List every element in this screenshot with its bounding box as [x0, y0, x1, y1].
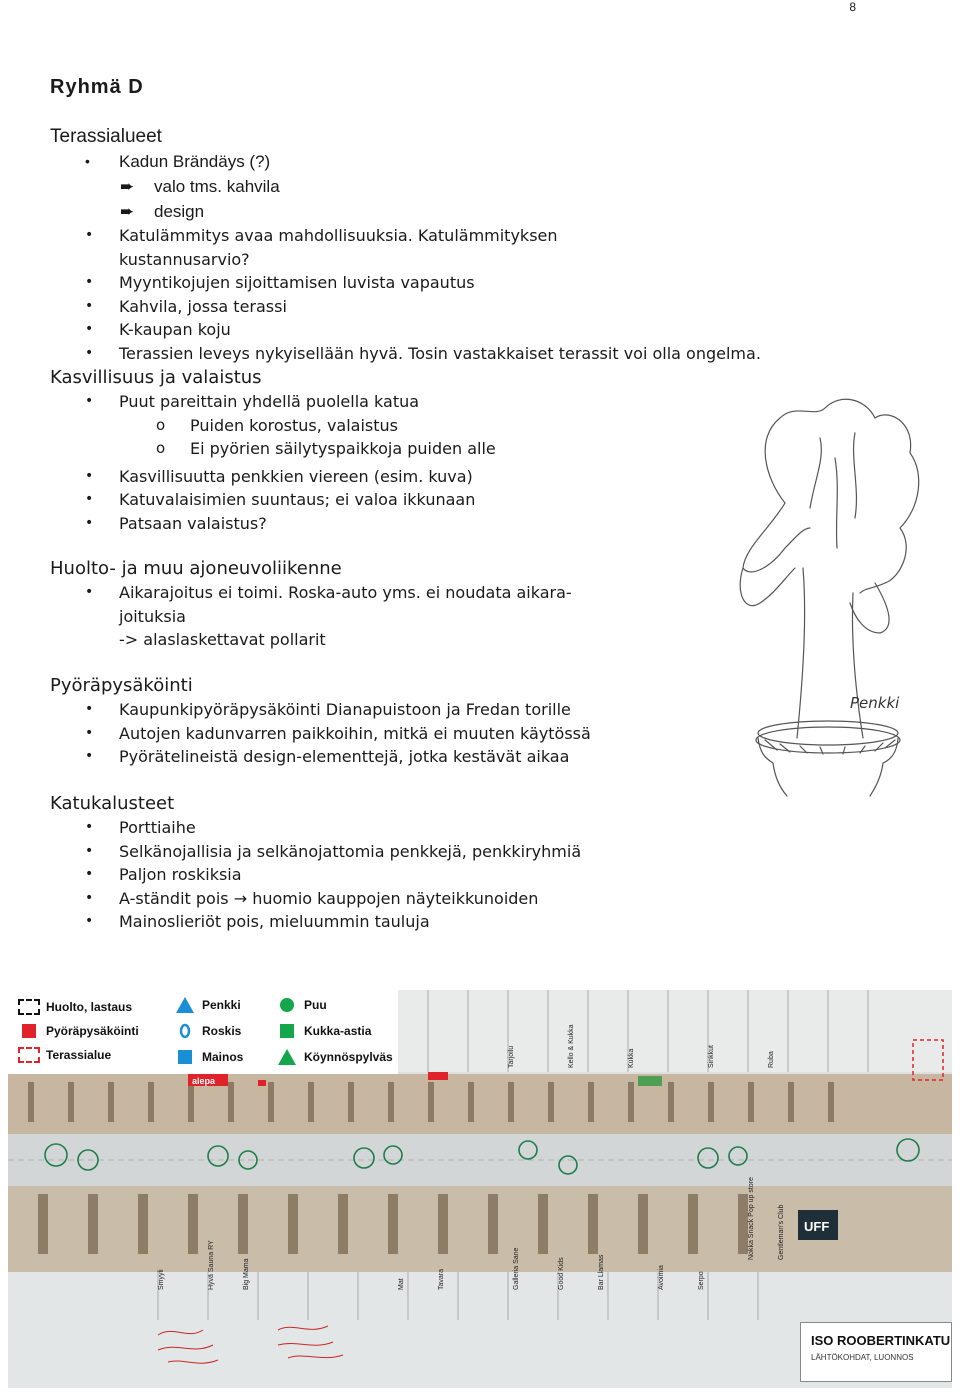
map-label: Good Kids: [558, 1257, 565, 1290]
map-store-tag: alepa: [192, 1076, 216, 1086]
list-item: • Autojen kadunvarren paikkoihin, mitkä ei muuten käytössä: [50, 722, 690, 746]
legend-item-puu: [276, 996, 327, 1014]
map-title-block: [800, 1322, 952, 1382]
list-item: • Aikarajoitus ei toimi. Roska-auto yms. ei noudata aikara-: [50, 581, 690, 605]
dashed-box-icon: [18, 998, 40, 1016]
list-item: • Terassien leveys nykyisellään hyvä. Tosin vastakkaiset terassit voi olla ongelma.: [50, 342, 690, 366]
arrow-right-icon: →: [233, 888, 248, 908]
section-heading: Pyöräpysäköinti: [50, 675, 193, 696]
blue-ring-icon: [174, 1022, 196, 1040]
list-item: • Katuvalaisimien suuntaus; ei valoa ikkunaan: [50, 488, 690, 512]
list-item: • Kaupunkipyöräpysäköinti Dianapuistoon ja Fredan torille: [50, 698, 690, 722]
map-label: Ruba: [768, 1051, 775, 1068]
list-item: o Puiden korostus, valaistus: [50, 414, 690, 438]
legend-item-kasvi: [276, 1048, 393, 1066]
list-item: • Kahvila, jossa terassi: [50, 295, 690, 319]
red-dashed-box-icon: [18, 1046, 40, 1064]
map-label: Nokka Snack Pop up store: [748, 1177, 755, 1260]
map-store-tag: UFF: [804, 1219, 830, 1234]
list-item: • Myyntikojujen sijoittamisen luvista vapautus: [50, 271, 690, 295]
list-item: • K-kaupan koju: [50, 318, 690, 342]
section-heading: Katukalusteet: [50, 793, 175, 814]
list-item: • Porttiaihe: [50, 816, 690, 840]
map-label: Mat: [398, 1278, 405, 1290]
legend-item-roskis: [174, 1022, 241, 1040]
green-triangle-icon: [276, 1048, 298, 1066]
legend-label: Puu: [304, 998, 327, 1012]
map-label: Galleria Sane: [513, 1247, 520, 1290]
blue-square-icon: [174, 1048, 196, 1066]
section-heading: Huolto- ja muu ajoneuvoliikenne: [50, 558, 342, 579]
legend-label: Mainos: [202, 1050, 244, 1064]
list-item: • Mainoslieriöt pois, mieluummin tauluja: [50, 910, 690, 934]
tree-sketch-drawing: [725, 378, 950, 798]
list-item: • Paljon roskiksia: [50, 863, 690, 887]
list-item: • Kadun Brändäys (?): [50, 149, 690, 174]
bench-tree-sketch: [725, 378, 950, 798]
legend-item-pyora: [18, 1022, 139, 1040]
list-item: • Kasvillisuutta penkkien viereen (esim. kuva): [50, 465, 690, 489]
legend-item-kukka: [276, 1022, 371, 1040]
legend-item-terassi: [18, 1046, 111, 1064]
section-katukalusteet: [50, 792, 690, 934]
legend-label: Köynnöspylväs: [304, 1050, 393, 1064]
legend-label: Terassialue: [46, 1048, 112, 1062]
map-legend: [8, 990, 398, 1074]
section-heading: Terassialueet: [50, 126, 162, 147]
page-number: 8: [849, 0, 856, 14]
map-label: Bar Llamas: [598, 1254, 605, 1290]
list-item: ➨ valo tms. kahvila: [50, 174, 690, 199]
legend-label: Huolto, lastaus: [46, 1000, 133, 1014]
list-item: • Patsaan valaistus?: [50, 512, 690, 536]
list-item-continued: -> alaslaskettavat pollarit: [119, 630, 326, 649]
map-label: Big Mama: [243, 1258, 250, 1290]
map-title: ISO ROOBERTINKATU: [811, 1333, 951, 1348]
sketch-label: Penkki: [850, 694, 900, 712]
green-square-icon: [276, 1022, 298, 1040]
map-label: Serpo: [698, 1271, 705, 1290]
list-item-continued: joituksia: [119, 606, 186, 626]
section-pyorapysakointi: [50, 674, 690, 769]
legend-label: Penkki: [202, 998, 241, 1012]
list-item: [50, 887, 690, 911]
section-terassialueet: [50, 124, 761, 365]
map-subtitle: LÄHTÖKOHDAT, LUONNOS: [811, 1353, 914, 1362]
list-item-text: A-ständit pois: [119, 888, 229, 908]
section-heading: Kasvillisuus ja valaistus: [50, 367, 262, 388]
list-item: o Ei pyörien säilytyspaikkoja puiden alle: [50, 437, 690, 461]
list-item: • Pyörätelineistä design-elementtejä, jotka kestävät aikaa: [50, 745, 690, 769]
section-kasvillisuus: [50, 366, 690, 535]
map-label: Smyyli: [158, 1269, 165, 1290]
list-item: • Katulämmitys avaa mahdollisuuksia. Katulämmityksen kustannusarvio?: [50, 224, 690, 271]
map-label: Kukka: [628, 1048, 635, 1068]
legend-item-mainos: [174, 1048, 243, 1066]
legend-label: Roskis: [202, 1024, 242, 1038]
map-label: Avoimia: [658, 1265, 665, 1290]
blue-triangle-icon: [174, 996, 196, 1014]
map-label: Sinkkut: [708, 1045, 715, 1068]
page-title: Ryhmä D: [50, 76, 144, 98]
list-item-text: huomio kauppojen näyteikkunoiden: [252, 888, 539, 908]
section-huolto: [50, 557, 690, 652]
legend-item-huolto: [18, 998, 132, 1016]
map-label: Kello & Kukka: [568, 1024, 575, 1068]
green-circle-icon: [276, 996, 298, 1014]
map-label: Tavara: [438, 1268, 445, 1290]
list-item: • Puut pareittain yhdellä puolella katua: [50, 390, 690, 414]
legend-item-penkki: [174, 996, 241, 1014]
map-label: Tarjoilu: [508, 1045, 515, 1068]
red-square-icon: [18, 1022, 40, 1040]
street-plan-map: [8, 990, 952, 1388]
list-item: • Selkänojallisia ja selkänojattomia penkkejä, penkkiryhmiä: [50, 840, 690, 864]
map-label: Hyvä Sauna RY: [208, 1240, 215, 1290]
map-label: Gentleman's Club: [778, 1204, 785, 1260]
legend-label: Pyöräpysäköinti: [46, 1024, 139, 1038]
list-item: ➨ design: [50, 199, 690, 224]
legend-label: Kukka-astia: [304, 1024, 372, 1038]
